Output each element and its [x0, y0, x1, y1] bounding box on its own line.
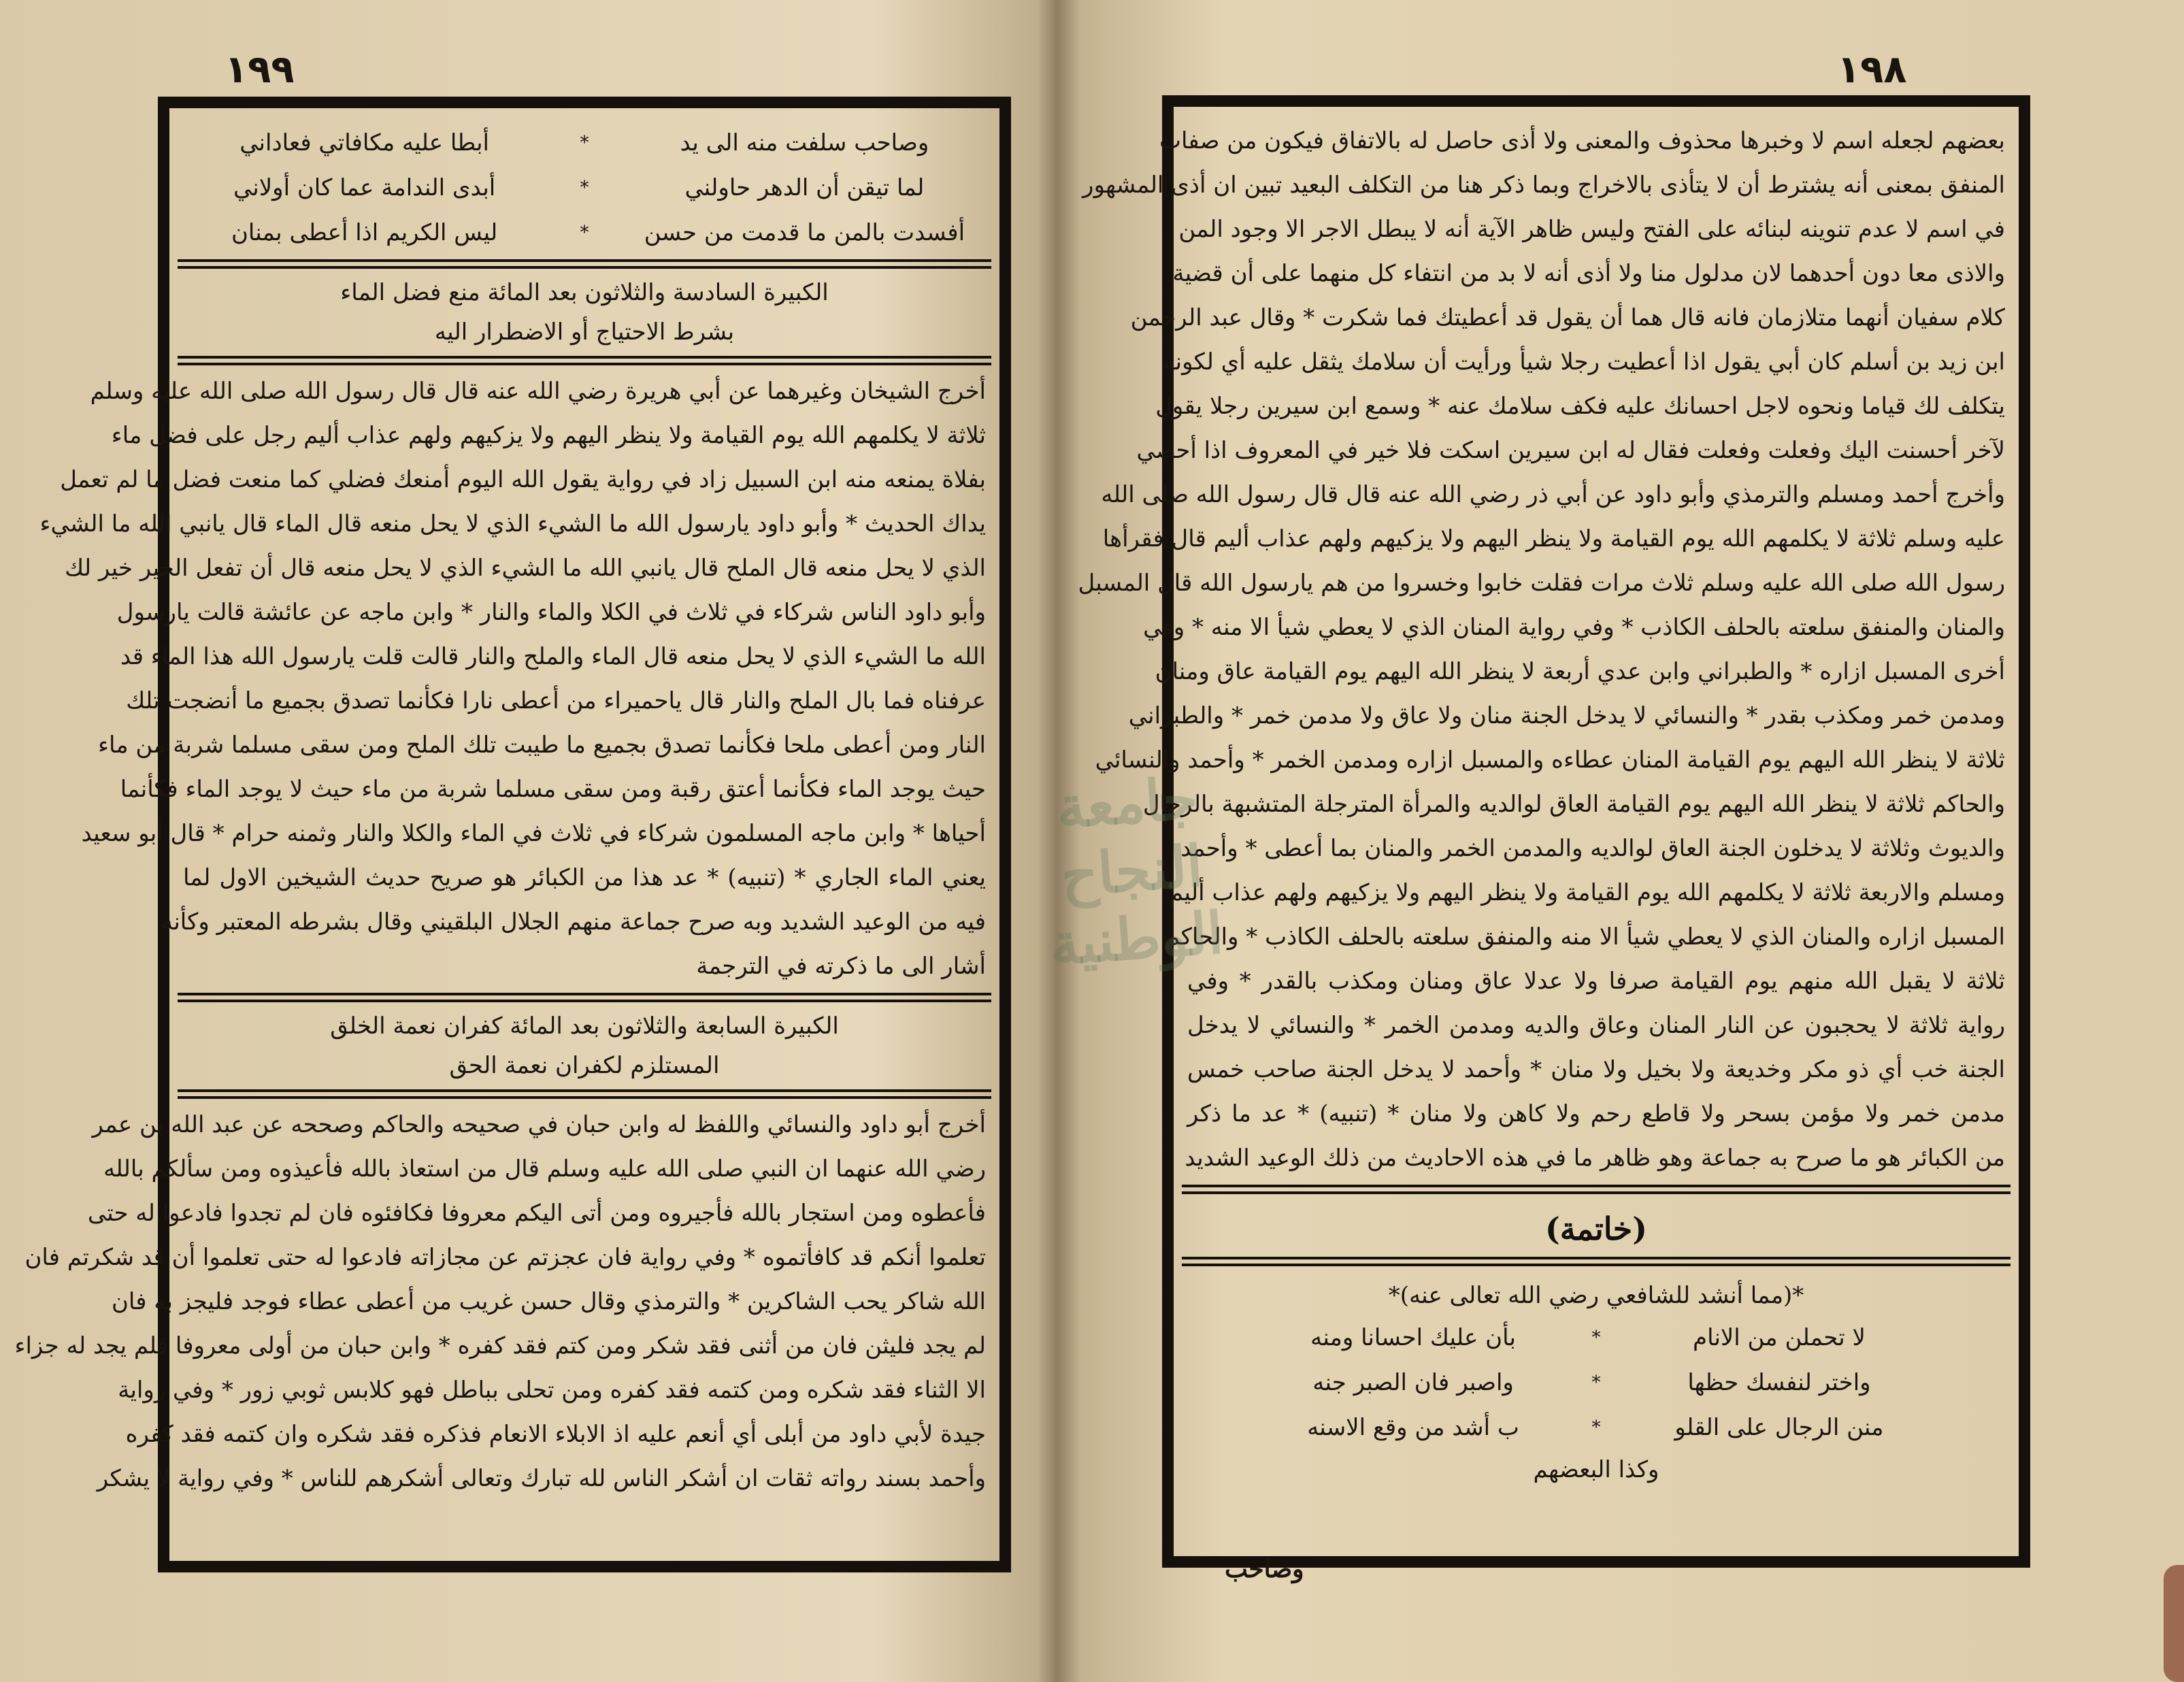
- text-line: أخرى المسبل ازاره * والطبراني وابن عدي أربعة لا ينظر الله اليهم يوم القيامة عاق ومنان: [1155, 658, 2005, 685]
- text-line: الجنة خب أي ذو مكر وخديعة ولا بخيل ولا منان * وأحمد لا يدخل الجنة صاحب خمس: [1187, 1056, 2005, 1083]
- verse-separator: *: [580, 178, 589, 198]
- conclusion-heading: (خاتمة): [1544, 1210, 1648, 1247]
- text-line: الله شاكر يحب الشاكرين * والترمذي وقال حسن غريب من أعطى عطاء فوجد فليجز به فان: [111, 1288, 986, 1315]
- library-watermark: جامعة النجاح الوطنية: [1047, 763, 1226, 978]
- poem-intro: *(مما أنشد للشافعي رضي الله تعالى عنه)*: [1388, 1282, 1804, 1309]
- text-line: أشار الى ما ذكرته في الترجمة: [696, 953, 986, 980]
- section-heading: الكبيرة السابعة والثلاثون بعد المائة كفران نعمة الخلق: [330, 1012, 839, 1040]
- text-line: وأحمد بسند رواته ثقات ان أشكر الناس لله تبارك وتعالى أشكرهم للناس * وفي رواية لا يشكر: [97, 1465, 986, 1492]
- text-line: من الكبائر هو ما صرح به جماعة وهو ظاهر ما في هذه الاحاديث من ذلك الوعيد الشديد: [1185, 1144, 2005, 1172]
- text-line: مدمن خمر ولا مؤمن بسحر ولا قاطع رحم ولا كاهن ولا منان * (تنبيه) * عد ما ذكر: [1187, 1100, 2005, 1127]
- text-line: فأعطوه ومن استجار بالله فأجيروه ومن أتى اليكم معروفا فكافئوه فان لم تجدوا فادعوا له حتى: [87, 1200, 986, 1227]
- verse-separator: *: [1591, 1372, 1601, 1393]
- text-line: كلام سفيان أنهما متلازمان فانه قال هما أن يقول قد أعطيتك فما شكرت * وقال عبد الرحمن: [1130, 304, 2005, 331]
- text-line: بفلاة يمنعه منه ابن السبيل زاد في رواية يقول الله اليوم أمنعك فضلي كما منعت فضل ما لم تعمل: [60, 466, 986, 493]
- text-line: ومسلم والاربعة ثلاثة لا يكلمهم الله يوم القيامة ولا ينظر اليهم ولا يزكيهم ولهم عذاب أليم: [1168, 879, 2005, 906]
- text-line: يداك الحديث * وأبو داود يارسول الله ما الشيء الذي لا يحل منعه قال الماء قال يانبي الله ما الشيء: [39, 510, 986, 538]
- text-line: والحاكم ثلاثة لا ينظر الله اليهم يوم القيامة العاق لوالديه والمرأة المترجلة المتشبهة بالرجال: [1142, 791, 2005, 818]
- page-number: ١٩٩: [225, 48, 295, 92]
- section-rule: [178, 259, 991, 269]
- verse-hemistich-left: أبدى الندامة عما كان أولاني: [233, 174, 496, 201]
- verse-hemistich-right: واختر لنفسك حظها: [1687, 1369, 1871, 1396]
- section-rule: [1182, 1257, 2011, 1266]
- conclusion-heading-wrap: [1182, 1208, 2011, 1250]
- verse-hemistich-right: أفسدت بالمن ما قدمت من حسن: [644, 219, 965, 246]
- text-line: فيه من الوعيد الشديد وبه صرح جماعة منهم الجلال البلقيني وقال بشرطه المعتبر وكأنه: [161, 908, 986, 936]
- verse-hemistich-left: ب أشد من وقع الاسنه: [1307, 1414, 1519, 1441]
- verse-hemistich-right: منن الرجال على القلو: [1674, 1414, 1884, 1441]
- catchword: وصاحب: [1225, 1555, 1304, 1583]
- verse-hemistich-left: ليس الكريم اذا أعطى بمنان: [231, 219, 498, 246]
- text-line: تعلموا أنكم قد كافأتموه * وفي رواية فان عجزتم عن مجازاته فادعوا له حتى تعلموا أن قد شكرتم فان: [24, 1244, 986, 1271]
- verse-hemistich-left: أبطا عليه مكافاتي فعاداني: [239, 129, 489, 156]
- verse-hemistich-left: واصبر فان الصبر جنه: [1312, 1369, 1514, 1396]
- section-heading-subtitle: المستلزم لكفران نعمة الحق: [449, 1052, 720, 1079]
- text-line: لآخر أحسنت اليك وفعلت وفعلت فقال له ابن سيرين اسكت فلا خير في المعروف اذا أحصي: [1136, 437, 2005, 464]
- poem-line: [1182, 1405, 2011, 1450]
- text-line: جيدة لأبي داود من أبلى أي أنعم عليه اذ الابلاء الانعام فذكره فقد شكره وان كتمه فقد كفره: [125, 1421, 986, 1448]
- section-rule: [178, 1089, 991, 1099]
- text-line: عرفناه فما بال الملح والنار قال ياحميراء من أعطى نارا فكأنما تصدق بجميع ما أنضجت تلك: [126, 687, 986, 714]
- section-heading: الكبيرة السادسة والثلاثون بعد المائة منع فضل الماء: [340, 279, 829, 306]
- poem-line: [1182, 1315, 2011, 1360]
- section-rule: [1182, 1185, 2011, 1194]
- section-rule: [178, 356, 991, 365]
- verse-separator: *: [580, 222, 589, 243]
- text-line: يتكلف لك قياما ونحوه لاجل احسانك عليه فكف سلامك عنه * وسمع ابن سيرين رجلا يقول: [1155, 393, 2005, 420]
- text-line: ثلاثة لا يكلمهم الله يوم القيامة ولا ينظر اليهم ولا يزكيهم ولهم عذاب أليم رجل على فضل ماء: [111, 422, 986, 449]
- verse-hemistich-right: لا تحملن من الانام: [1693, 1324, 1866, 1351]
- text-line: النار ومن أعطى ملحا فكأنما تصدق بجميع ما طيبت تلك الملح ومن سقى مسلما شربة من ماء: [98, 731, 986, 759]
- body-text: [14, 1103, 991, 1501]
- text-line: في اسم لا عدم تنوينه لبنائه على الفتح وليس ظاهر الآية أنه لا يبطل الاجر الا وجود المن: [1178, 216, 2005, 243]
- text-line: ومدمن خمر ومكذب بقدر * والنسائي لا يدخل الجنة منان ولا عاق ولا مدمن خمر * والطبراني: [1128, 702, 2005, 729]
- text-line: أخرج الشيخان وغيرهما عن أبي هريرة رضي الله عنه قال قال رسول الله صلى الله عليه وسلم: [90, 378, 986, 405]
- text-line: المنفق بمعنى أنه يشترط أن لا يتأذى بالاخراج وبما ذكر هنا من التكلف البعيد تبين ان أذى المشهور: [1082, 171, 2005, 199]
- text-line: أخرج أبو داود والنسائي واللفظ له وابن حبان في صحيحه والحاكم وصححه عن عبد الله بن عمر: [92, 1111, 986, 1138]
- text-line: والمنان والمنفق سلعته بالحلف الكاذب * وفي رواية المنان الذي لا يعطي شيأ الا منه * وفي: [1143, 614, 2005, 641]
- text-line: بعضهم لجعله اسم لا وخبرها محذوف والمعنى ولا أذى حاصل له بالاتفاق فيكون من صفات: [1159, 127, 2005, 154]
- verse-block: [178, 116, 991, 255]
- text-line: وأخرج أحمد ومسلم والترمذي وأبو داود عن أبي ذر رضي الله عنه قال قال رسول الله صلى الله: [1101, 481, 2005, 508]
- verse-hemistich-right: وصاحب سلفت منه الى يد: [680, 129, 929, 156]
- text-line: ثلاثة لا ينظر الله اليهم يوم القيامة المنان عطاءه والمسبل ازاره ومدمن الخمر * وأحمد والنسائي: [1095, 746, 2005, 774]
- section-heading-subtitle: بشرط الاحتياج أو الاضطرار اليه: [434, 318, 735, 346]
- left-page: [0, 0, 1082, 1682]
- text-line: المسبل ازاره والمنان الذي لا يعطي شيأ الا منه والمنفق سلعته بالحلف الكاذب * والحاكم: [1165, 923, 2005, 951]
- text-line: والاذى معا دون أحدهما لان مدلول منا ولا أذى أنه لا بد من انتفاء كل منهما على أن قضية: [1172, 260, 2005, 287]
- text-line: ثلاثة لا يقبل الله منهم يوم القيامة صرفا ولا عدلا عاق ومنان ومكذب بالقدر * وفي: [1187, 968, 2005, 995]
- poem-line: [1182, 1360, 2011, 1405]
- poem-end: وكذا البعضهم: [1533, 1456, 1659, 1483]
- verse-line: [178, 120, 991, 165]
- text-line: الذي لا يحل منعه قال الملح قال يانبي الله ما الشيء الذي لا يحل منعه قال أن تفعل الخير خير لك: [65, 555, 986, 582]
- text-line: وأبو داود الناس شركاء في ثلاث في الكلا والماء والنار * وابن ماجه عن عائشة قالت يارسول: [116, 599, 986, 626]
- text-line: الا الثناء فقد شكره ومن كتمه فقد كفره ومن تحلى بباطل فهو كلابس ثوبي زور * وفي رواية: [118, 1376, 986, 1404]
- text-line: حيث يوجد الماء فكأنما أعتق رقبة ومن سقى مسلما شربة من ماء حيث لا يوجد الماء فكأنما: [120, 776, 986, 803]
- text-line: رسول الله صلى الله عليه وسلم ثلاث مرات فقلت خابوا وخسروا من هم يارسول الله قال المسبل: [1078, 570, 2005, 597]
- text-line: رواية ثلاثة لا يحجبون عن النار المنان وعاق والديه ومدمن الخمر * والنسائي لا يدخل: [1187, 1012, 2005, 1039]
- verse-separator: *: [1591, 1417, 1601, 1438]
- section-rule: [178, 993, 991, 1002]
- text-line: أحياها * وابن ماجه المسلمون شركاء في ثلاث في الماء والكلا والنار وثمنه حرام * قال أبو سعيد: [81, 820, 986, 847]
- text-line: ابن زيد بن أسلم كان أبي يقول اذا أعطيت رجلا شيأ ورأيت أن سلامك يثقل عليه أي لكونه: [1163, 348, 2005, 376]
- verse-line: [178, 210, 991, 255]
- text-line: رضي الله عنهما ان النبي صلى الله عليه وسلم قال من استعاذ بالله فأعيذوه ومن سألكم بالله: [103, 1155, 986, 1183]
- verse-separator: *: [580, 133, 589, 153]
- verse-line: [178, 165, 991, 210]
- verse-separator: *: [1591, 1328, 1601, 1348]
- body-text: [39, 369, 991, 989]
- text-line: لم يجد فليثن فان من أثنى فقد شكر ومن كتم فقد كفره * وابن حبان من أولى معروفا فلم يجد له جزاء: [14, 1332, 986, 1359]
- page-number: ١٩٨: [1837, 48, 1907, 92]
- page-frame: [14, 97, 1011, 1572]
- text-line: يعني الماء الجاري * (تنبيه) * عد هذا من الكبائر هو صريح حديث الشيخين الاول لما: [183, 864, 986, 891]
- thumb-edge: [2164, 1565, 2184, 1682]
- verse-hemistich-left: بأن عليك احسانا ومنه: [1310, 1324, 1516, 1351]
- text-line: والديوث وثلاثة لا يدخلون الجنة العاق لوالديه والمدمن الخمر والمنان بما أعطى * وأحمد: [1180, 835, 2005, 862]
- text-line: الله ما الشيء الذي لا يحل منعه قال الماء والملح والنار قالت قلت يارسول الله هذا الماء قد: [120, 643, 986, 670]
- text-line: عليه وسلم ثلاثة لا يكلمهم الله يوم القيامة ولا ينظر اليهم ولا يزكيهم ولهم عذاب أليم قال فقرأها: [1102, 525, 2005, 553]
- verse-hemistich-right: لما تيقن أن الدهر حاولني: [684, 174, 925, 201]
- frame-content: [14, 116, 991, 1553]
